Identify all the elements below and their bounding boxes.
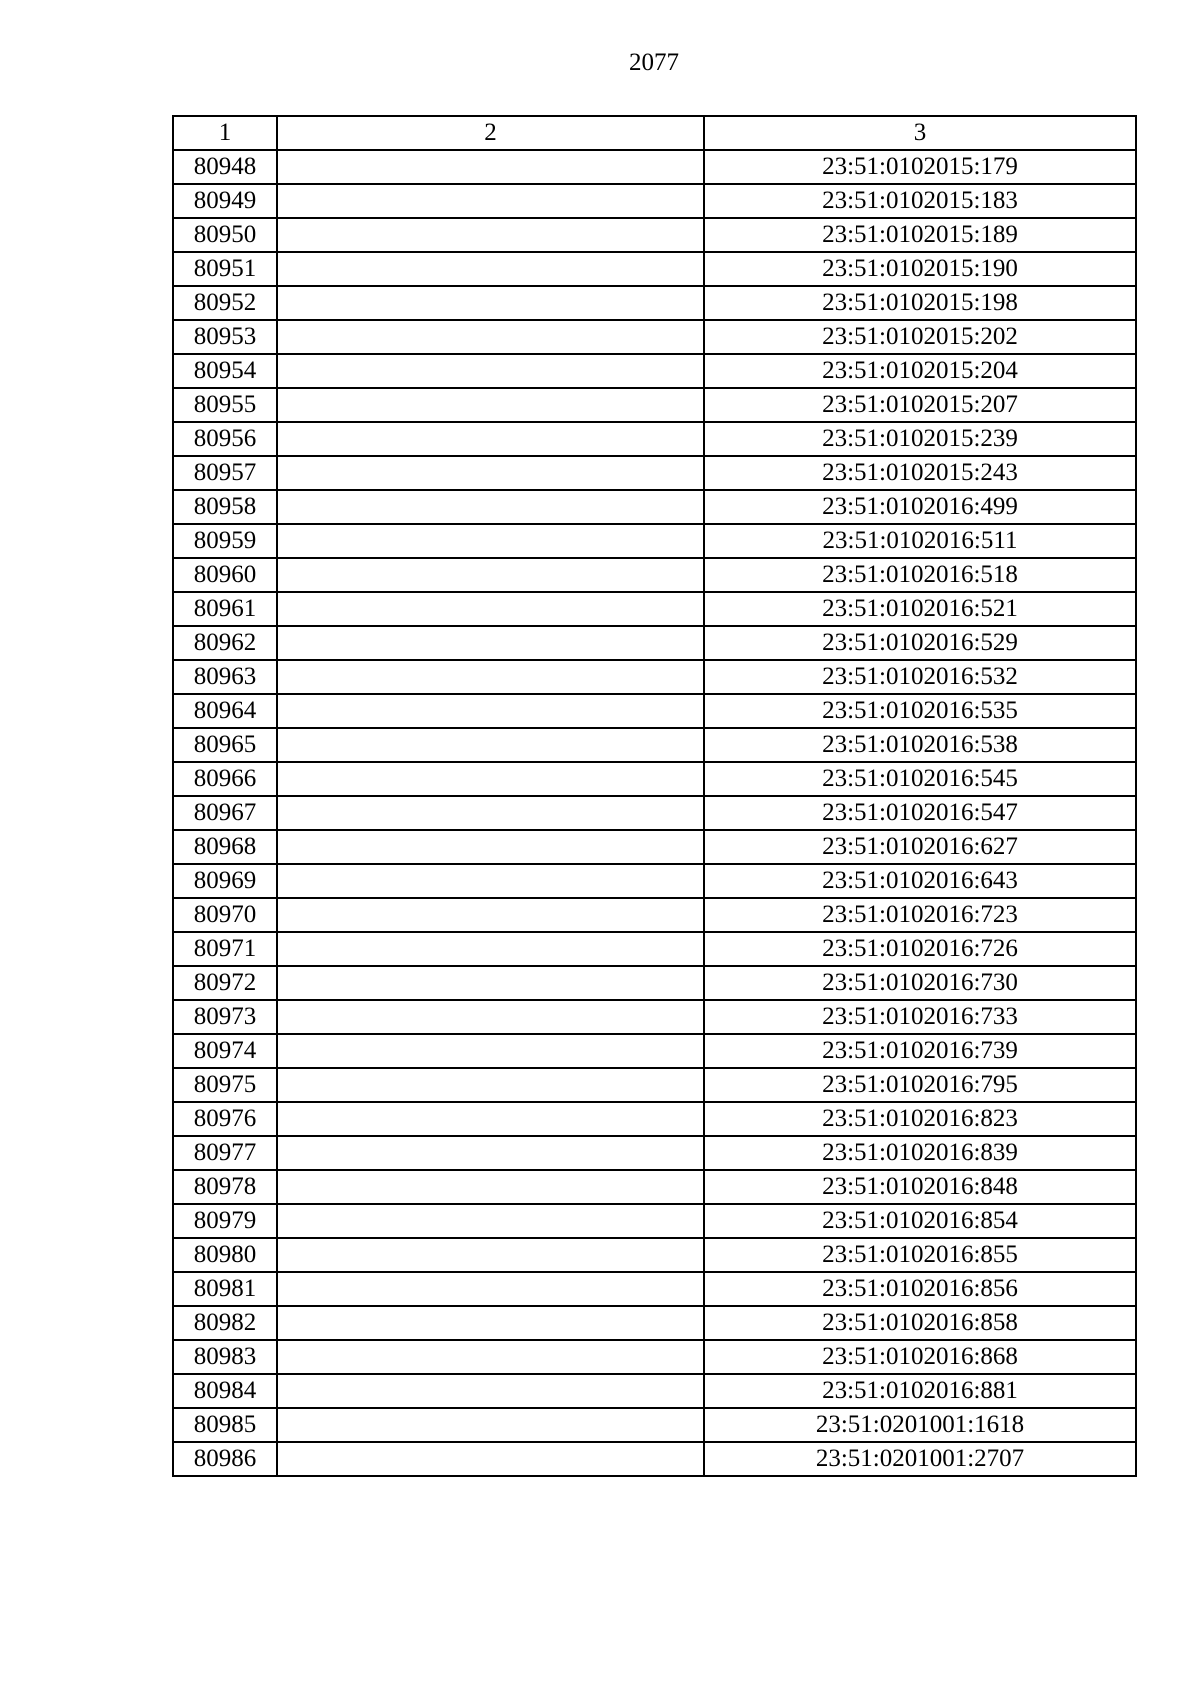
table-row: [173, 1034, 1136, 1068]
table-cell-col1: 80967: [173, 796, 277, 830]
table-cell-col1: 80948: [173, 150, 277, 184]
table-row: [173, 150, 1136, 184]
table-cell-col3: 23:51:0102016:856: [704, 1272, 1136, 1306]
table-cell-col1: 80970: [173, 898, 277, 932]
table-row: [173, 796, 1136, 830]
table-row: [173, 558, 1136, 592]
table-cell-col1: 80972: [173, 966, 277, 1000]
table-cell-col1: 80971: [173, 932, 277, 966]
table-cell-col2: [277, 1102, 704, 1136]
table-cell-col3: 23:51:0102016:547: [704, 796, 1136, 830]
table-cell-col2: [277, 490, 704, 524]
table-cell-col3: 23:51:0102015:198: [704, 286, 1136, 320]
table-cell-col3: 23:51:0102016:858: [704, 1306, 1136, 1340]
table-cell-col1: 80960: [173, 558, 277, 592]
table-cell-col2: [277, 1442, 704, 1476]
table-row: [173, 1102, 1136, 1136]
table-cell-col1: 80954: [173, 354, 277, 388]
table-cell-col1: 80979: [173, 1204, 277, 1238]
table-row: [173, 728, 1136, 762]
column-header-3: 3: [704, 116, 1136, 150]
table-cell-col3: 23:51:0102016:535: [704, 694, 1136, 728]
table-cell-col1: 80959: [173, 524, 277, 558]
table-cell-col3: 23:51:0102016:511: [704, 524, 1136, 558]
table-cell-col1: 80957: [173, 456, 277, 490]
table-cell-col3: 23:51:0102016:823: [704, 1102, 1136, 1136]
table-cell-col2: [277, 150, 704, 184]
table-row: [173, 1340, 1136, 1374]
table-cell-col3: 23:51:0102016:529: [704, 626, 1136, 660]
table-row: [173, 1204, 1136, 1238]
table-cell-col1: 80986: [173, 1442, 277, 1476]
table-row: [173, 1136, 1136, 1170]
table-cell-col2: [277, 1272, 704, 1306]
table-cell-col2: [277, 898, 704, 932]
table-cell-col3: 23:51:0102015:243: [704, 456, 1136, 490]
table-cell-col2: [277, 592, 704, 626]
table-cell-col2: [277, 1238, 704, 1272]
table-cell-col1: 80963: [173, 660, 277, 694]
table-header-row: [173, 116, 1136, 150]
table-row: [173, 286, 1136, 320]
table-cell-col1: 80958: [173, 490, 277, 524]
table-row: [173, 218, 1136, 252]
table-cell-col1: 80973: [173, 1000, 277, 1034]
table-body: [173, 150, 1136, 1476]
table-cell-col1: 80978: [173, 1170, 277, 1204]
table-row: [173, 1408, 1136, 1442]
table-row: [173, 830, 1136, 864]
table-row: [173, 898, 1136, 932]
page-header: [0, 48, 1200, 78]
table-cell-col3: 23:51:0102016:538: [704, 728, 1136, 762]
table-cell-col2: [277, 762, 704, 796]
column-header-2: 2: [277, 116, 704, 150]
table-row: [173, 592, 1136, 626]
table-cell-col2: [277, 626, 704, 660]
table-cell-col3: 23:51:0102016:730: [704, 966, 1136, 1000]
table-cell-col1: 80985: [173, 1408, 277, 1442]
table-cell-col2: [277, 728, 704, 762]
table-cell-col3: 23:51:0102016:499: [704, 490, 1136, 524]
table-cell-col2: [277, 1000, 704, 1034]
table-cell-col1: 80953: [173, 320, 277, 354]
table-row: [173, 660, 1136, 694]
table-cell-col1: 80984: [173, 1374, 277, 1408]
table-row: [173, 1442, 1136, 1476]
table-cell-col3: 23:51:0102016:726: [704, 932, 1136, 966]
table-cell-col1: 80975: [173, 1068, 277, 1102]
table-cell-col2: [277, 1068, 704, 1102]
table-cell-col1: 80952: [173, 286, 277, 320]
table-cell-col3: 23:51:0102016:723: [704, 898, 1136, 932]
table-cell-col2: [277, 422, 704, 456]
table-row: [173, 320, 1136, 354]
table-row: [173, 1238, 1136, 1272]
table-row: [173, 966, 1136, 1000]
table-cell-col3: 23:51:0102015:204: [704, 354, 1136, 388]
table-cell-col3: 23:51:0102016:881: [704, 1374, 1136, 1408]
table-cell-col2: [277, 354, 704, 388]
table-cell-col3: 23:51:0102015:179: [704, 150, 1136, 184]
table-row: [173, 422, 1136, 456]
table-row: [173, 490, 1136, 524]
table-cell-col1: 80981: [173, 1272, 277, 1306]
table-cell-col2: [277, 1204, 704, 1238]
table-row: [173, 252, 1136, 286]
table-cell-col2: [277, 184, 704, 218]
table-cell-col3: 23:51:0102016:854: [704, 1204, 1136, 1238]
table-header: [173, 116, 1136, 150]
table-cell-col2: [277, 558, 704, 592]
table-cell-col1: 80949: [173, 184, 277, 218]
table-cell-col3: 23:51:0102016:643: [704, 864, 1136, 898]
table-cell-col2: [277, 252, 704, 286]
data-table: [172, 115, 1137, 1477]
table-cell-col3: 23:51:0102016:545: [704, 762, 1136, 796]
table-row: [173, 864, 1136, 898]
table-cell-col2: [277, 388, 704, 422]
table-cell-col2: [277, 660, 704, 694]
table-row: [173, 1374, 1136, 1408]
table-row: [173, 626, 1136, 660]
table-cell-col1: 80955: [173, 388, 277, 422]
table-cell-col3: 23:51:0102016:855: [704, 1238, 1136, 1272]
table-cell-col2: [277, 830, 704, 864]
table-cell-col3: 23:51:0102016:739: [704, 1034, 1136, 1068]
table-cell-col2: [277, 932, 704, 966]
table-row: [173, 1306, 1136, 1340]
table-cell-col1: 80969: [173, 864, 277, 898]
table-cell-col1: 80968: [173, 830, 277, 864]
table-cell-col1: 80964: [173, 694, 277, 728]
table-cell-col3: 23:51:0102015:183: [704, 184, 1136, 218]
table-cell-col1: 80980: [173, 1238, 277, 1272]
table-cell-col1: 80950: [173, 218, 277, 252]
table-cell-col2: [277, 1340, 704, 1374]
table-cell-col2: [277, 1408, 704, 1442]
table-cell-col2: [277, 796, 704, 830]
table-cell-col3: 23:51:0102015:207: [704, 388, 1136, 422]
table-cell-col2: [277, 524, 704, 558]
table-cell-col2: [277, 320, 704, 354]
table-cell-col1: 80961: [173, 592, 277, 626]
table-row: [173, 354, 1136, 388]
table-row: [173, 694, 1136, 728]
table-cell-col3: 23:51:0102016:848: [704, 1170, 1136, 1204]
table-cell-col2: [277, 864, 704, 898]
table-cell-col1: 80965: [173, 728, 277, 762]
table-cell-col2: [277, 1170, 704, 1204]
table-row: [173, 184, 1136, 218]
table-cell-col3: 23:51:0102016:521: [704, 592, 1136, 626]
table-row: [173, 456, 1136, 490]
table-row: [173, 1170, 1136, 1204]
table-cell-col3: 23:51:0102016:627: [704, 830, 1136, 864]
table-cell-col3: 23:51:0102015:189: [704, 218, 1136, 252]
table-row: [173, 762, 1136, 796]
table-cell-col3: 23:51:0102016:795: [704, 1068, 1136, 1102]
page-number: 2077: [629, 49, 679, 76]
table-cell-col1: 80982: [173, 1306, 277, 1340]
table-cell-col3: 23:51:0201001:2707: [704, 1442, 1136, 1476]
table-cell-col3: 23:51:0102016:518: [704, 558, 1136, 592]
table-row: [173, 1000, 1136, 1034]
table-row: [173, 1272, 1136, 1306]
table-cell-col1: 80983: [173, 1340, 277, 1374]
table-row: [173, 932, 1136, 966]
table-cell-col1: 80977: [173, 1136, 277, 1170]
table-cell-col2: [277, 694, 704, 728]
column-header-1: 1: [173, 116, 277, 150]
table-row: [173, 524, 1136, 558]
table-cell-col2: [277, 1034, 704, 1068]
table-row: [173, 1068, 1136, 1102]
table-cell-col2: [277, 966, 704, 1000]
table-cell-col3: 23:51:0102015:239: [704, 422, 1136, 456]
table-cell-col1: 80974: [173, 1034, 277, 1068]
table-cell-col3: 23:51:0201001:1618: [704, 1408, 1136, 1442]
table-cell-col3: 23:51:0102016:733: [704, 1000, 1136, 1034]
table-cell-col3: 23:51:0102016:532: [704, 660, 1136, 694]
table-cell-col2: [277, 286, 704, 320]
table-cell-col3: 23:51:0102016:839: [704, 1136, 1136, 1170]
table-row: [173, 388, 1136, 422]
table-cell-col1: 80962: [173, 626, 277, 660]
table-cell-col3: 23:51:0102016:868: [704, 1340, 1136, 1374]
table-cell-col3: 23:51:0102015:202: [704, 320, 1136, 354]
table-cell-col2: [277, 218, 704, 252]
table-cell-col3: 23:51:0102015:190: [704, 252, 1136, 286]
table-cell-col2: [277, 456, 704, 490]
table-cell-col1: 80976: [173, 1102, 277, 1136]
table-cell-col1: 80966: [173, 762, 277, 796]
table-cell-col2: [277, 1374, 704, 1408]
table-cell-col1: 80951: [173, 252, 277, 286]
table-cell-col2: [277, 1136, 704, 1170]
table-cell-col2: [277, 1306, 704, 1340]
table-cell-col1: 80956: [173, 422, 277, 456]
